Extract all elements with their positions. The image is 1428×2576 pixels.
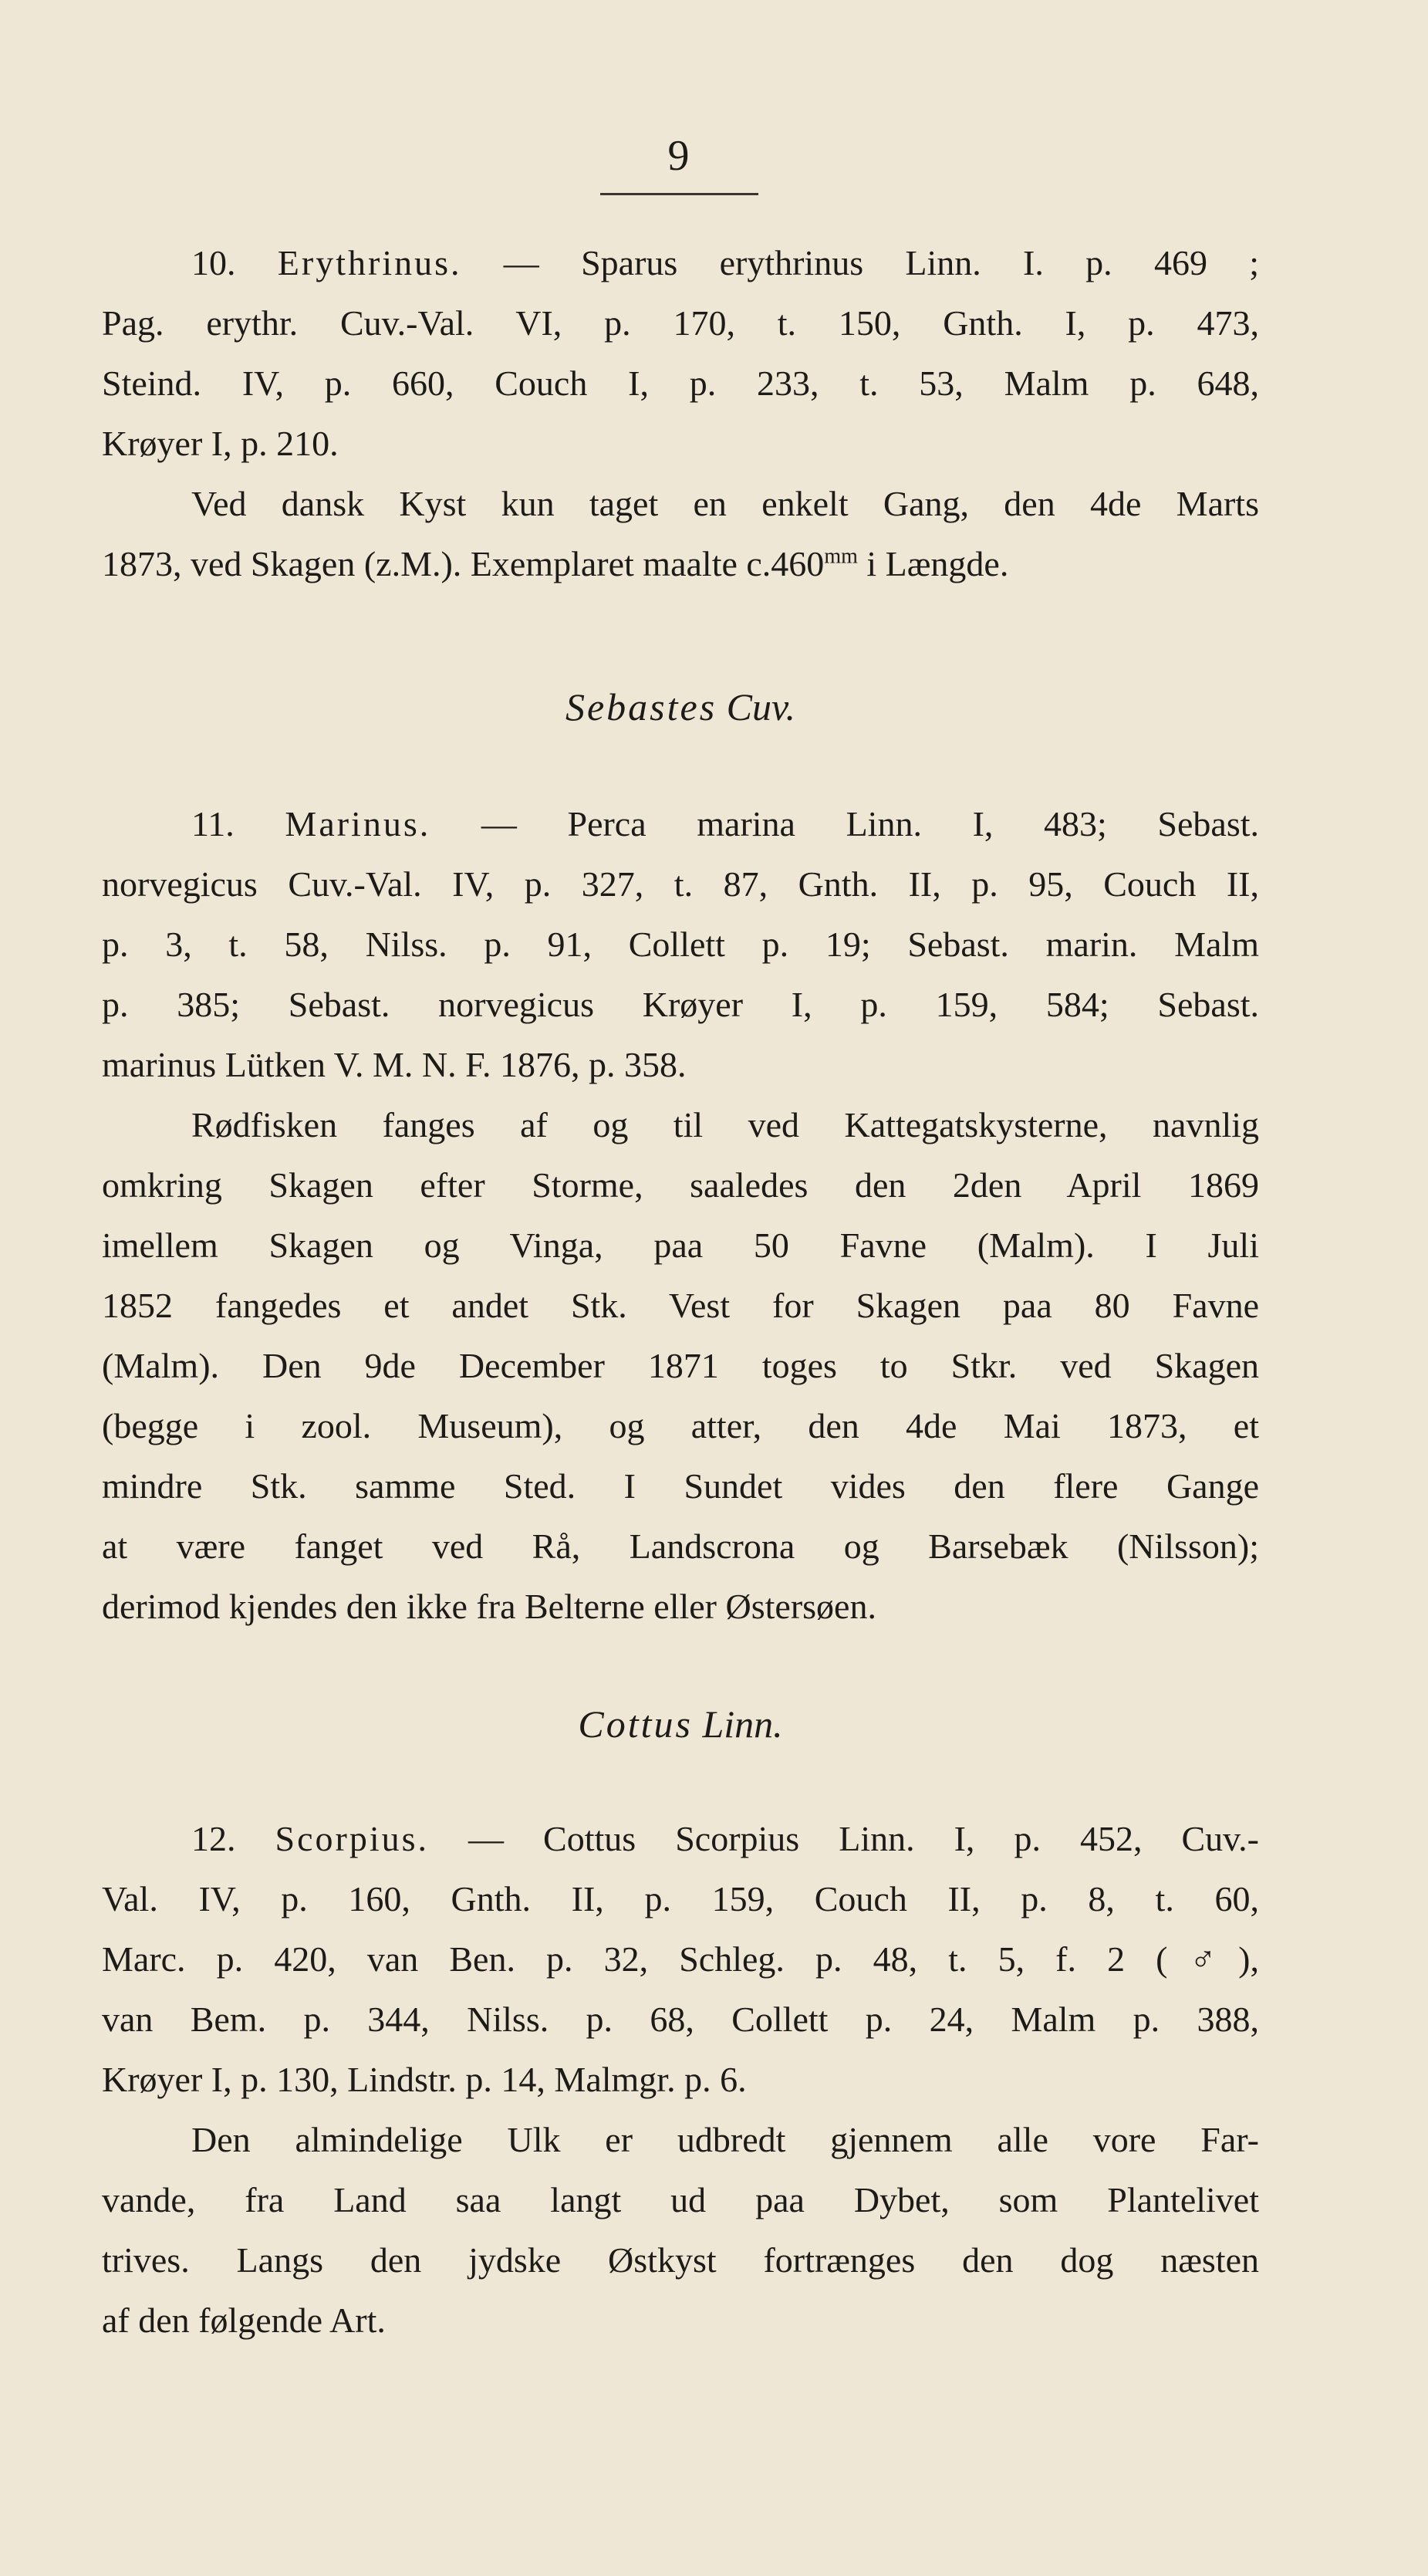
citation-text: — Perca marina Linn. I, 483; Sebast. <box>481 804 1260 843</box>
entry-11-occurrence <box>102 1095 1259 1637</box>
genus-name: Sebastes <box>565 685 717 729</box>
entry-10-line-3: Steind. IV, p. 660, Couch I, p. 233, t. 53, Malm p. 648, <box>102 363 1259 403</box>
entry-12-line-3: Marc. p. 420, van Ben. p. 32, Schleg. p. 48, t. 5, f. 2 (♂), <box>102 1939 1259 1979</box>
page-number: 9 <box>667 132 690 180</box>
entry-number: 10. <box>191 243 236 282</box>
entry-11-citations <box>102 794 1259 1095</box>
entry-11-para-line-1: Rødfisken fanges af og til ved Kattegatskysterne, navnlig <box>191 1105 1259 1144</box>
entry-10-citations <box>102 233 1259 474</box>
entry-11-line-5: marinus Lütken V. M. N. F. 1876, p. 358. <box>102 1045 687 1084</box>
species-entry-10 <box>102 233 1259 594</box>
entry-12-para-line-4: af den følgende Art. <box>102 2300 386 2340</box>
entry-12-para-line-1: Den almindelige Ulk er udbredt gjennem alle vore Far- <box>191 2120 1259 2159</box>
entry-10-line-2: Pag. erythr. Cuv.-Val. VI, p. 170, t. 150, Gnth. I, p. 473, <box>102 303 1259 343</box>
entry-11-para-line-2: omkring Skagen efter Storme, saaledes den 2den April 1869 <box>102 1165 1259 1205</box>
genus-heading-cottus <box>102 1701 1259 1747</box>
entry-12-occurrence <box>102 2110 1259 2351</box>
citation-text: — Sparus erythrinus Linn. I. p. 469 ; <box>503 243 1260 282</box>
entry-10-line-1 <box>102 233 1259 293</box>
entry-12-line-5: Krøyer I, p. 130, Lindstr. p. 14, Malmgr. p. 6. <box>102 2060 747 2099</box>
species-name: Erythrinus. <box>277 243 462 282</box>
page-number-rule <box>600 193 758 195</box>
citation-text: — Cottus Scorpius Linn. I, p. 452, Cuv.- <box>468 1819 1259 1858</box>
entry-10-para-line-2: 1873, ved Skagen (z.M.). Exemplaret maalte $c.460^{mm}$ i Længde. <box>102 544 1009 583</box>
species-name: Scorpius. <box>275 1819 430 1858</box>
entry-number: 12. <box>191 1819 236 1858</box>
entry-12-citations <box>102 1809 1259 2110</box>
entry-12-line-1 <box>102 1809 1259 1869</box>
entry-11-para-line-4: 1852 fangedes et andet Stk. Vest for Skagen paa 80 Favne <box>102 1286 1259 1325</box>
entry-11-para-line-7: mindre Stk. samme Sted. I Sundet vides den flere Gange <box>102 1466 1259 1506</box>
entry-11-para-line-6: (begge i zool. Museum), og atter, den 4de Mai 1873, et <box>102 1406 1259 1445</box>
entry-12-line-4: van Bem. p. 344, Nilss. p. 68, Collett p. 24, Malm p. 388, <box>102 2000 1259 2039</box>
entry-11-para-line-5: (Malm). Den 9de December 1871 toges to Stkr. ved Skagen <box>102 1346 1259 1385</box>
species-entry-12 <box>102 1809 1259 2351</box>
genus-author: Cuv. <box>726 685 796 729</box>
entry-11-para-line-3: imellem Skagen og Vinga, paa 50 Favne (Malm). I Juli <box>102 1225 1259 1265</box>
entry-11-line-4: p. 385; Sebast. norvegicus Krøyer I, p. 159, 584; Sebast. <box>102 985 1259 1024</box>
entry-11-line-3: p. 3, t. 58, Nilss. p. 91, Collett p. 19; Sebast. marin. Malm <box>102 925 1259 964</box>
unit-superscript: mm <box>824 544 858 569</box>
species-entry-11 <box>102 794 1259 1637</box>
entry-10-line-4: Krøyer I, p. 210. <box>102 424 339 463</box>
entry-11-line-2: norvegicus Cuv.-Val. IV, p. 327, t. 87, Gnth. II, p. 95, Couch II, <box>102 864 1259 904</box>
entry-number: 11. <box>191 804 235 843</box>
genus-author: Linn. <box>702 1702 783 1746</box>
entry-10-occurrence <box>102 474 1259 594</box>
entry-11-line-1 <box>102 794 1259 854</box>
entry-11-para-line-8: at være fanget ved Rå, Landscrona og Barsebæk (Nilsson); <box>102 1526 1259 1566</box>
genus-heading-sebastes <box>102 684 1259 730</box>
entry-12-line-2: Val. IV, p. 160, Gnth. II, p. 159, Couch II, p. 8, t. 60, <box>102 1879 1259 1918</box>
entry-10-para-line-1: Ved dansk Kyst kun taget en enkelt Gang, den 4de Marts <box>191 484 1259 523</box>
genus-name: Cottus <box>578 1702 693 1746</box>
entry-12-para-line-2: vande, fra Land saa langt ud paa Dybet, som Plantelivet <box>102 2180 1259 2219</box>
species-name: Marinus. <box>285 804 431 843</box>
entry-11-para-line-9: derimod kjendes den ikke fra Belterne eller Østersøen. <box>102 1587 876 1626</box>
entry-12-para-line-3: trives. Langs den jydske Østkyst fortrænges den dog næsten <box>102 2240 1259 2280</box>
